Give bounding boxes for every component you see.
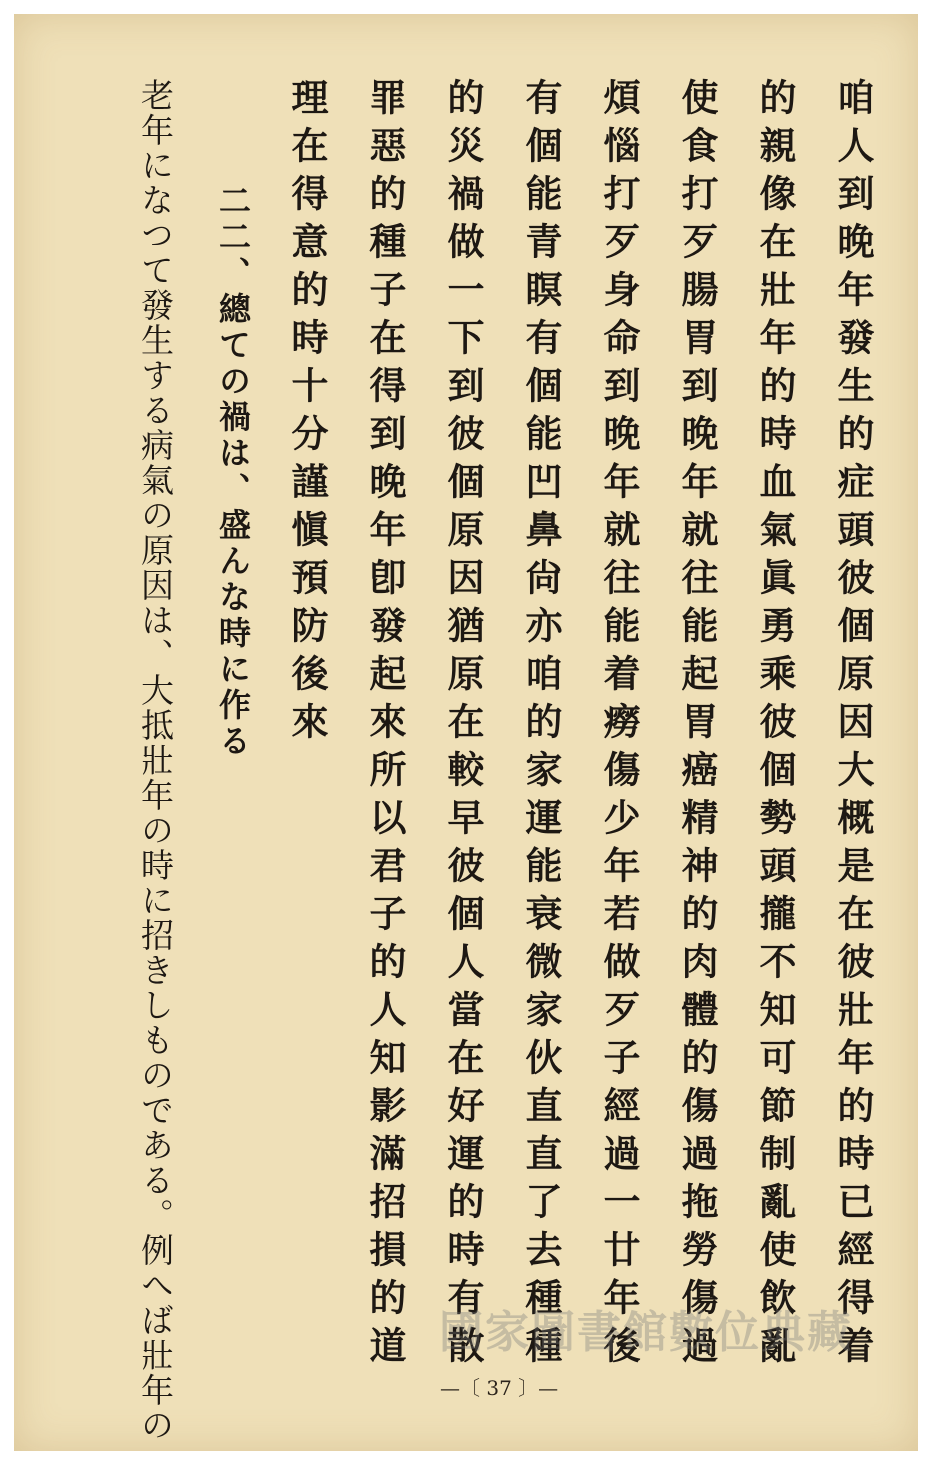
body-column-4: 煩惱打歹身命到晚年就往能着癆傷少年若做歹子經過一廿年後 <box>597 78 641 1374</box>
body-column-2: 的親像在壯年的時血氣眞勇乘彼個勢頭攏不知可節制亂使飲亂 <box>753 78 797 1374</box>
body-column-5: 有個能青瞑有個能凹鼻尙亦咱的家運能衰微家伙直直了去種種 <box>519 78 563 1374</box>
japanese-translation: 老年になつて發生する病氣の原因は、大抵壯年の時に招きしものである。例へば壯年の <box>136 78 175 1443</box>
page-number: —〔 37 〕— <box>440 1376 559 1400</box>
body-column-7: 罪惡的種子在得到晚年卽發起來所以君子的人知影滿招損的道 <box>363 78 407 1374</box>
body-column-3: 使食打歹腸胃到晚年就往能起胃癌精神的肉體的傷過拖勞傷過 <box>675 78 719 1374</box>
library-watermark: 國家圖書館數位典藏 <box>439 1307 853 1358</box>
body-column-8: 理在得意的時十分謹愼預防後來 <box>285 78 329 750</box>
book-page <box>14 14 918 1451</box>
body-column-1: 咱人到晚年發生的症頭彼個原因大概是在彼壯年的時已經得着 <box>831 78 875 1374</box>
section-heading: 二二、總ての禍は、盛んな時に作る <box>214 184 252 760</box>
body-column-6: 的災禍做一下到彼個原因猶原在較早彼個人當在好運的時有散 <box>441 78 485 1374</box>
